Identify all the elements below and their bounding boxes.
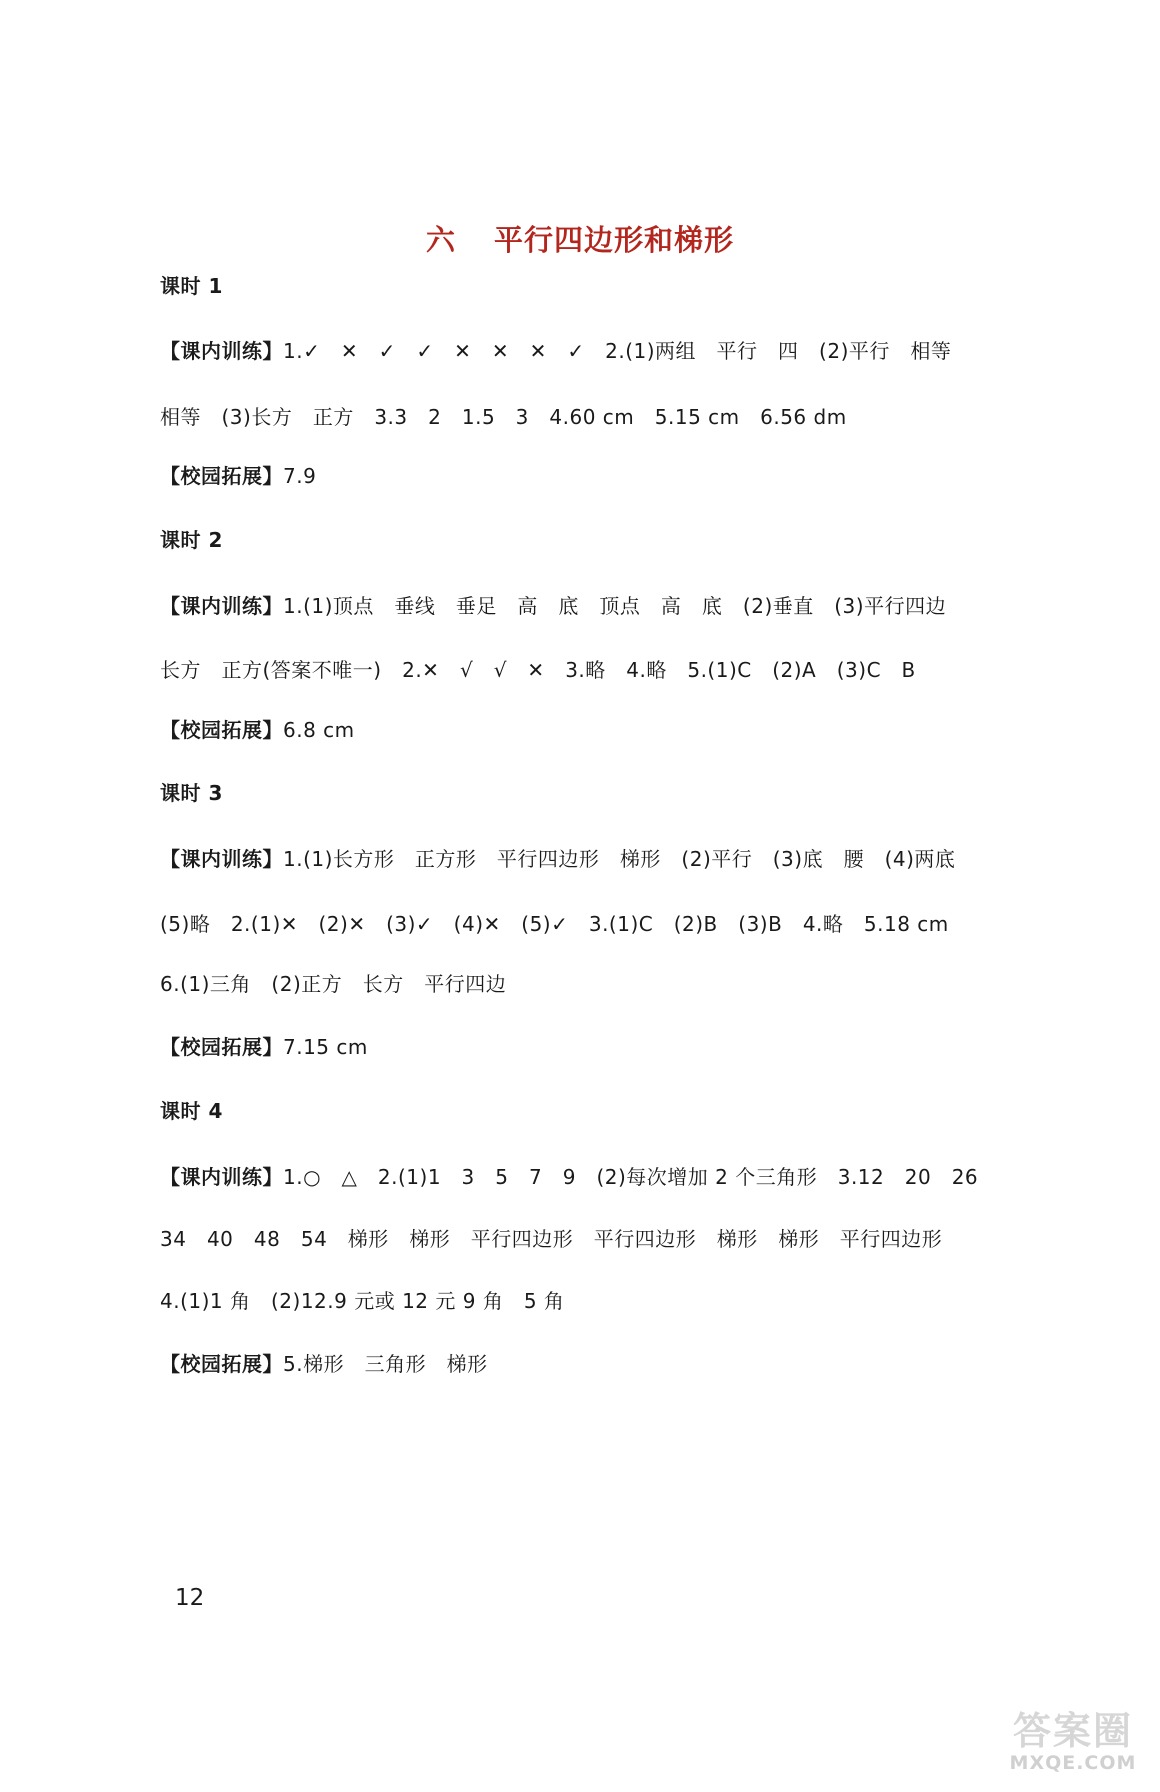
answer-line: (5)略 2.(1)✕ (2)✕ (3)✓ (4)✕ (5)✓ 3.(1)C (2)B (3)B 4.略 5.18 cm bbox=[160, 912, 949, 936]
lesson-heading-4: 课时 4 bbox=[160, 1099, 223, 1123]
answer-line bbox=[160, 462, 316, 490]
answer-text: 7.9 bbox=[283, 464, 317, 488]
page-title bbox=[0, 218, 1160, 259]
section-label: 【校园拓展】 bbox=[160, 718, 283, 742]
answer-line bbox=[160, 337, 951, 365]
section-label: 【课内训练】 bbox=[160, 339, 283, 363]
watermark-url-text: MXQE.COM bbox=[1009, 1752, 1137, 1774]
page-number: 12 bbox=[175, 1585, 205, 1611]
lesson-heading-1: 课时 1 bbox=[160, 274, 223, 298]
answer-line: 相等 (3)长方 正方 3.3 2 1.5 3 4.60 cm 5.15 cm 6.56 dm bbox=[160, 405, 847, 429]
answer-line bbox=[160, 1163, 978, 1191]
section-label: 【课内训练】 bbox=[160, 594, 283, 618]
lesson-heading-3: 课时 3 bbox=[160, 781, 223, 805]
answer-text: 1.✓ ✕ ✓ ✓ ✕ ✕ ✕ ✓ 2.(1)两组 平行 四 (2)平行 相等 bbox=[283, 339, 952, 363]
answer-line: 6.(1)三角 (2)正方 长方 平行四边 bbox=[160, 972, 507, 996]
answer-text: 1.(1)顶点 垂线 垂足 高 底 顶点 高 底 (2)垂直 (3)平行四边 bbox=[283, 594, 947, 618]
section-label: 【课内训练】 bbox=[160, 1165, 283, 1189]
answer-line: 长方 正方(答案不唯一) 2.✕ √ √ ✕ 3.略 4.略 5.(1)C (2)A (3)C B bbox=[160, 658, 916, 682]
answer-line bbox=[160, 1033, 368, 1061]
answer-text: 6.8 cm bbox=[283, 718, 355, 742]
answer-text: 5.梯形 三角形 梯形 bbox=[283, 1352, 488, 1376]
answer-line: 4.(1)1 角 (2)12.9 元或 12 元 9 角 5 角 bbox=[160, 1289, 565, 1313]
lesson-heading-2: 课时 2 bbox=[160, 528, 223, 552]
watermark-logo bbox=[998, 1710, 1148, 1782]
section-label: 【校园拓展】 bbox=[160, 1035, 283, 1059]
chapter-title: 平行四边形和梯形 bbox=[494, 223, 735, 257]
answer-text: 1.(1)长方形 正方形 平行四边形 梯形 (2)平行 (3)底 腰 (4)两底 bbox=[283, 847, 956, 871]
section-label: 【课内训练】 bbox=[160, 847, 283, 871]
answer-text: 1.○ △ 2.(1)1 3 5 7 9 (2)每次增加 2 个三角形 3.12 20 26 bbox=[283, 1165, 979, 1189]
answer-line bbox=[160, 716, 355, 744]
answer-text: 7.15 cm bbox=[283, 1035, 368, 1059]
answer-line: 34 40 48 54 梯形 梯形 平行四边形 平行四边形 梯形 梯形 平行四边形 bbox=[160, 1227, 943, 1251]
answer-line bbox=[160, 1350, 488, 1378]
watermark-main-text: 答案圈 bbox=[1012, 1709, 1133, 1753]
section-label: 【校园拓展】 bbox=[160, 1352, 283, 1376]
section-label: 【校园拓展】 bbox=[160, 464, 283, 488]
answer-line bbox=[160, 845, 955, 873]
chapter-number: 六 bbox=[425, 223, 456, 257]
answer-line bbox=[160, 592, 946, 620]
